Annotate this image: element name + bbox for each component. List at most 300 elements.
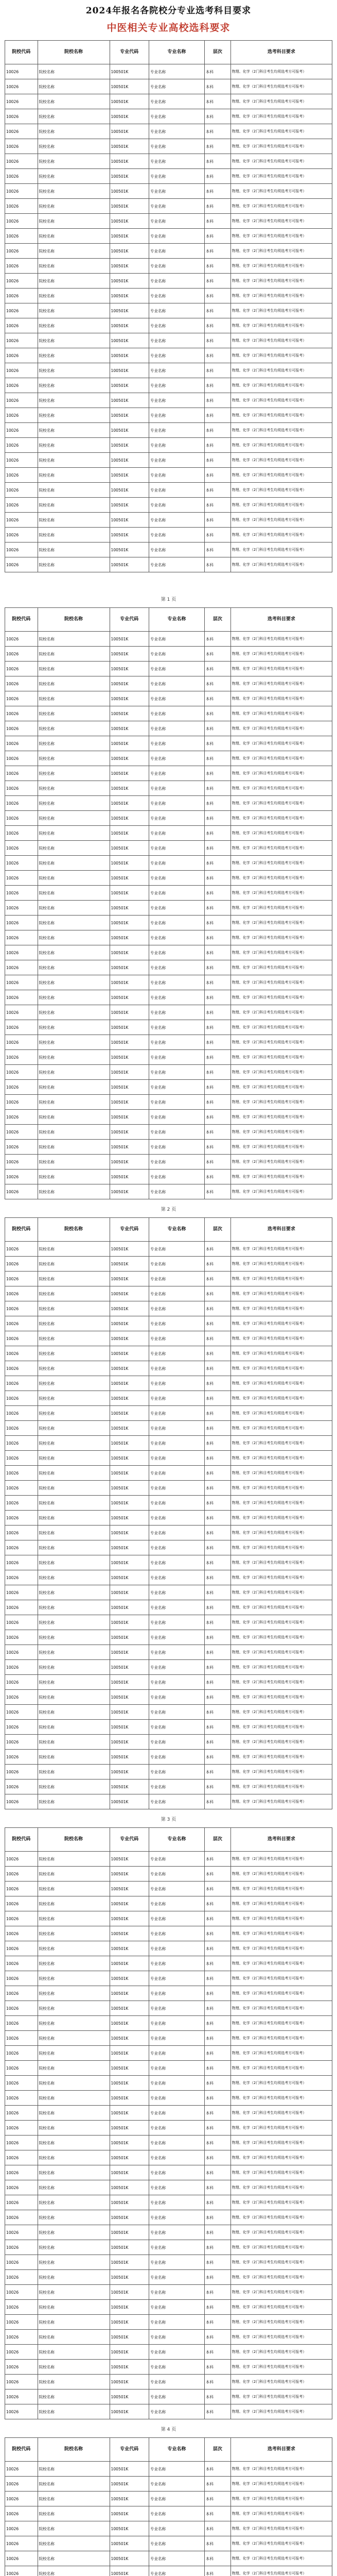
table-cell: 院校名称 [38, 1301, 110, 1316]
table-cell: 本科 [204, 2180, 230, 2195]
table-cell: 100501K [110, 796, 149, 811]
table-cell: 物理、化学（2门科目考生均须选考方可报考） [230, 169, 332, 184]
table-cell: 本科 [204, 2404, 230, 2419]
table-cell: 院校名称 [38, 1005, 110, 1020]
table-cell: 院校名称 [38, 199, 110, 214]
table-row [5, 2091, 332, 2106]
table-cell: 100501K [110, 647, 149, 662]
table-cell: 100501K [110, 1451, 149, 1466]
table-cell: 院校名称 [38, 513, 110, 528]
table-cell: 院校名称 [38, 706, 110, 721]
table-cell: 专业名称 [149, 1257, 204, 1272]
table-cell: 100501K [110, 1110, 149, 1125]
page-number: 第 4 页 [161, 2427, 176, 2432]
column-header: 专业名称 [149, 608, 204, 632]
table-cell: 本科 [204, 886, 230, 901]
table-cell: 院校名称 [38, 2375, 110, 2389]
table-cell: 100501K [110, 2462, 149, 2477]
table-cell: 物理、化学（2门科目考生均须选考方可报考） [230, 916, 332, 930]
table-cell: 本科 [204, 990, 230, 1005]
table-cell: 100501K [110, 916, 149, 930]
table-cell: 本科 [204, 94, 230, 109]
column-header: 院校名称 [38, 1828, 110, 1852]
table-cell: 本科 [204, 1511, 230, 1526]
table-header-row [5, 41, 332, 64]
table-cell: 院校名称 [38, 1095, 110, 1110]
table-cell: 本科 [204, 468, 230, 483]
table-cell: 10026 [5, 2506, 38, 2521]
table-row [5, 259, 332, 274]
table-cell: 专业名称 [149, 1720, 204, 1735]
table-cell: 100501K [110, 1481, 149, 1496]
table-cell: 物理、化学（2门科目考生均须选考方可报考） [230, 871, 332, 886]
table-row [5, 1585, 332, 1600]
table-cell: 10026 [5, 2180, 38, 2195]
table-cell: 本科 [204, 2210, 230, 2225]
table-cell: 专业名称 [149, 2404, 204, 2419]
table-cell: 专业名称 [149, 736, 204, 751]
table-cell: 10026 [5, 1735, 38, 1750]
table-cell: 院校名称 [38, 1361, 110, 1376]
table-cell: 100501K [110, 1331, 149, 1346]
table-cell: 10026 [5, 1615, 38, 1630]
table-cell: 专业名称 [149, 1926, 204, 1941]
table-cell: 物理、化学（2门科目考生均须选考方可报考） [230, 2462, 332, 2477]
table-header-row [5, 608, 332, 632]
table-cell: 100501K [110, 513, 149, 528]
table-cell: 院校名称 [38, 2031, 110, 2046]
table-cell: 100501K [110, 259, 149, 274]
table-cell: 院校名称 [38, 2462, 110, 2477]
table-cell: 10026 [5, 1852, 38, 1867]
table-cell: 院校名称 [38, 1765, 110, 1780]
table-cell: 10026 [5, 2165, 38, 2180]
table-cell: 本科 [204, 363, 230, 378]
table-cell: 物理、化学（2门科目考生均须选考方可报考） [230, 1346, 332, 1361]
table-cell: 100501K [110, 2477, 149, 2492]
table-cell: 10026 [5, 1331, 38, 1346]
table-cell: 本科 [204, 811, 230, 826]
table-row [5, 1421, 332, 1436]
table-cell: 专业名称 [149, 1050, 204, 1065]
table-cell: 专业名称 [149, 1331, 204, 1346]
table-cell: 本科 [204, 79, 230, 94]
table-cell: 专业名称 [149, 1451, 204, 1466]
table-cell: 本科 [204, 199, 230, 214]
table-cell: 100501K [110, 1615, 149, 1630]
table-row [5, 736, 332, 751]
table-cell: 本科 [204, 691, 230, 706]
table-cell: 院校名称 [38, 438, 110, 453]
table-cell: 本科 [204, 1615, 230, 1630]
table-cell: 专业名称 [149, 1436, 204, 1451]
table-cell: 100501K [110, 79, 149, 94]
table-cell: 院校名称 [38, 244, 110, 259]
table-cell: 专业名称 [149, 2061, 204, 2076]
table-row [5, 468, 332, 483]
table-cell: 10026 [5, 348, 38, 363]
table-cell: 院校名称 [38, 1140, 110, 1155]
table-cell: 院校名称 [38, 2001, 110, 2016]
table-cell: 10026 [5, 1050, 38, 1065]
table-cell: 专业名称 [149, 2566, 204, 2576]
table-cell: 10026 [5, 691, 38, 706]
table-cell: 10026 [5, 408, 38, 423]
table-row [5, 1170, 332, 1184]
table-cell: 院校名称 [38, 856, 110, 871]
table-cell: 物理、化学（2门科目考生均须选考方可报考） [230, 2551, 332, 2566]
table-cell: 本科 [204, 2195, 230, 2210]
table-cell: 专业名称 [149, 1511, 204, 1526]
table-cell: 100501K [110, 1540, 149, 1555]
table-cell: 10026 [5, 1451, 38, 1466]
table-cell: 物理、化学（2门科目考生均须选考方可报考） [230, 930, 332, 945]
table-cell: 物理、化学（2门科目考生均须选考方可报考） [230, 2330, 332, 2345]
table-row [5, 975, 332, 990]
table-cell: 本科 [204, 1526, 230, 1540]
table-cell: 物理、化学（2门科目考生均须选考方可报考） [230, 945, 332, 960]
table-cell: 院校名称 [38, 1720, 110, 1735]
table-cell: 院校名称 [38, 2046, 110, 2061]
table-cell: 10026 [5, 1496, 38, 1511]
table-cell: 本科 [204, 1941, 230, 1956]
table-cell: 院校名称 [38, 1065, 110, 1080]
table-cell: 物理、化学（2门科目考生均须选考方可报考） [230, 960, 332, 975]
table-cell: 院校名称 [38, 1272, 110, 1286]
table-row [5, 1926, 332, 1941]
table-cell: 专业名称 [149, 2462, 204, 2477]
table-cell: 物理、化学（2门科目考生均须选考方可报考） [230, 1331, 332, 1346]
table-row [5, 1615, 332, 1630]
table-cell: 100501K [110, 1882, 149, 1896]
table-cell: 100501K [110, 1780, 149, 1794]
table-cell: 物理、化学（2门科目考生均须选考方可报考） [230, 2360, 332, 2375]
table-cell: 100501K [110, 1316, 149, 1331]
table-row [5, 2521, 332, 2536]
table-cell: 专业名称 [149, 1780, 204, 1794]
table-cell: 院校名称 [38, 1780, 110, 1794]
table-row [5, 199, 332, 214]
table-cell: 本科 [204, 1600, 230, 1615]
table-cell: 物理、化学（2门科目考生均须选考方可报考） [230, 1376, 332, 1391]
table-cell: 10026 [5, 64, 38, 79]
table-row [5, 1451, 332, 1466]
table-cell: 专业名称 [149, 1496, 204, 1511]
table-cell: 院校名称 [38, 1242, 110, 1257]
table-cell: 院校名称 [38, 691, 110, 706]
table-cell: 专业名称 [149, 1184, 204, 1199]
table-cell: 10026 [5, 2076, 38, 2091]
table-cell: 100501K [110, 736, 149, 751]
table-cell: 专业名称 [149, 766, 204, 781]
table-cell: 院校名称 [38, 79, 110, 94]
table-cell: 100501K [110, 1600, 149, 1615]
table-cell: 专业名称 [149, 1615, 204, 1630]
table-cell: 院校名称 [38, 139, 110, 154]
table-cell: 10026 [5, 1346, 38, 1361]
column-header: 选考科目要求 [230, 2438, 332, 2462]
document-subtitle: 中医相关专业高校选科要求 [107, 22, 230, 33]
table-cell: 专业名称 [149, 2536, 204, 2551]
table-cell: 本科 [204, 2016, 230, 2031]
table-row [5, 930, 332, 945]
table-cell: 10026 [5, 289, 38, 303]
table-cell: 100501K [110, 1301, 149, 1316]
column-header: 层次 [204, 608, 230, 632]
table-cell: 100501K [110, 1675, 149, 1690]
table-cell: 100501K [110, 1050, 149, 1065]
table-cell: 100501K [110, 199, 149, 214]
table-cell: 100501K [110, 1911, 149, 1926]
table-cell: 院校名称 [38, 1050, 110, 1065]
table-cell: 专业名称 [149, 214, 204, 229]
table-row [5, 124, 332, 139]
table-cell: 专业名称 [149, 647, 204, 662]
table-row [5, 1065, 332, 1080]
table-cell: 100501K [110, 945, 149, 960]
table-cell: 100501K [110, 1406, 149, 1421]
table-cell: 院校名称 [38, 2136, 110, 2150]
table-row [5, 2506, 332, 2521]
table-cell: 本科 [204, 1852, 230, 1867]
table-cell: 物理、化学（2门科目考生均须选考方可报考） [230, 2389, 332, 2404]
table-row [5, 1346, 332, 1361]
table-cell: 院校名称 [38, 1540, 110, 1555]
table-cell: 院校名称 [38, 2566, 110, 2576]
table-row [5, 408, 332, 423]
table-row [5, 528, 332, 543]
table-cell: 100501K [110, 393, 149, 408]
table-row [5, 2240, 332, 2255]
table-cell: 10026 [5, 2285, 38, 2300]
table-cell: 院校名称 [38, 1436, 110, 1451]
table-row [5, 244, 332, 259]
table-cell: 100501K [110, 2165, 149, 2180]
table-cell: 物理、化学（2门科目考生均须选考方可报考） [230, 1615, 332, 1630]
table-row [5, 2136, 332, 2150]
table-cell: 专业名称 [149, 2300, 204, 2315]
table-cell: 物理、化学（2门科目考生均须选考方可报考） [230, 1585, 332, 1600]
table-row [5, 1095, 332, 1110]
table-cell: 专业名称 [149, 916, 204, 930]
table-cell: 100501K [110, 229, 149, 244]
table-cell: 专业名称 [149, 2195, 204, 2210]
table-cell: 院校名称 [38, 2225, 110, 2240]
table-cell: 院校名称 [38, 721, 110, 736]
table-cell: 本科 [204, 64, 230, 79]
table-cell: 本科 [204, 1705, 230, 1720]
table-cell: 10026 [5, 214, 38, 229]
table-row [5, 2195, 332, 2210]
table-row [5, 2566, 332, 2576]
table-row [5, 2076, 332, 2091]
table-cell: 10026 [5, 1511, 38, 1526]
table-cell: 物理、化学（2门科目考生均须选考方可报考） [230, 1035, 332, 1050]
table-cell: 本科 [204, 796, 230, 811]
column-header: 院校名称 [38, 608, 110, 632]
table-cell: 物理、化学（2门科目考生均须选考方可报考） [230, 1242, 332, 1257]
requirements-table [5, 1827, 332, 2419]
column-header: 专业代码 [110, 1218, 149, 1242]
table-cell: 专业名称 [149, 2031, 204, 2046]
table-cell: 本科 [204, 1286, 230, 1301]
table-cell: 100501K [110, 94, 149, 109]
table-cell: 院校名称 [38, 1257, 110, 1272]
table-cell: 物理、化学（2门科目考生均须选考方可报考） [230, 1986, 332, 2001]
table-cell: 物理、化学（2门科目考生均须选考方可报考） [230, 1690, 332, 1705]
table-cell: 本科 [204, 2506, 230, 2521]
table-cell: 本科 [204, 1645, 230, 1660]
table-cell: 本科 [204, 1926, 230, 1941]
table-cell: 物理、化学（2门科目考生均须选考方可报考） [230, 1496, 332, 1511]
table-cell: 本科 [204, 1301, 230, 1316]
column-header: 专业名称 [149, 2438, 204, 2462]
table-cell: 100501K [110, 318, 149, 333]
table-cell: 物理、化学（2门科目考生均须选考方可报考） [230, 1110, 332, 1125]
table-row [5, 1005, 332, 1020]
table-cell: 专业名称 [149, 1765, 204, 1780]
table-cell: 100501K [110, 1466, 149, 1481]
table-cell: 10026 [5, 1540, 38, 1555]
table-cell: 100501K [110, 691, 149, 706]
table-cell: 100501K [110, 303, 149, 318]
column-header: 院校名称 [38, 41, 110, 64]
table-row [5, 990, 332, 1005]
table-cell: 100501K [110, 1496, 149, 1511]
table-cell: 100501K [110, 1765, 149, 1780]
table-cell: 本科 [204, 2106, 230, 2121]
table-cell: 100501K [110, 2091, 149, 2106]
table-row [5, 453, 332, 468]
table-row [5, 1286, 332, 1301]
table-cell: 专业名称 [149, 1421, 204, 1436]
table-cell: 院校名称 [38, 1511, 110, 1526]
table-cell: 物理、化学（2门科目考生均须选考方可报考） [230, 1780, 332, 1794]
table-cell: 专业名称 [149, 408, 204, 423]
table-cell: 专业名称 [149, 662, 204, 676]
table-cell: 10026 [5, 766, 38, 781]
table-cell: 专业名称 [149, 1140, 204, 1155]
table-cell: 物理、化学（2门科目考生均须选考方可报考） [230, 2270, 332, 2285]
table-cell: 100501K [110, 1346, 149, 1361]
table-cell: 院校名称 [38, 1184, 110, 1199]
table-row [5, 1257, 332, 1272]
table-cell: 本科 [204, 1660, 230, 1675]
table-cell: 物理、化学（2门科目考生均须选考方可报考） [230, 378, 332, 393]
table-cell: 100501K [110, 1526, 149, 1540]
table-cell: 院校名称 [38, 393, 110, 408]
table-cell: 物理、化学（2门科目考生均须选考方可报考） [230, 348, 332, 363]
table-cell: 100501K [110, 2016, 149, 2031]
table-row [5, 2150, 332, 2165]
table-cell: 本科 [204, 229, 230, 244]
column-header: 层次 [204, 2438, 230, 2462]
table-cell: 本科 [204, 2270, 230, 2285]
table-cell: 10026 [5, 706, 38, 721]
table-cell: 本科 [204, 2061, 230, 2076]
table-row [5, 1035, 332, 1050]
table-row [5, 676, 332, 691]
table-cell: 本科 [204, 333, 230, 348]
table-cell: 院校名称 [38, 945, 110, 960]
table-cell: 本科 [204, 154, 230, 169]
table-cell: 物理、化学（2门科目考生均须选考方可报考） [230, 557, 332, 572]
table-cell: 院校名称 [38, 1496, 110, 1511]
table-cell: 100501K [110, 1257, 149, 1272]
table-cell: 本科 [204, 1496, 230, 1511]
column-header: 专业名称 [149, 1218, 204, 1242]
table-row [5, 1496, 332, 1511]
table-cell: 10026 [5, 1645, 38, 1660]
table-cell: 10026 [5, 1705, 38, 1720]
table-cell: 物理、化学（2门科目考生均须选考方可报考） [230, 2315, 332, 2330]
table-cell: 院校名称 [38, 1555, 110, 1570]
table-cell: 院校名称 [38, 1911, 110, 1926]
table-cell: 物理、化学（2门科目考生均须选考方可报考） [230, 1125, 332, 1140]
table-cell: 100501K [110, 2389, 149, 2404]
table-cell: 专业名称 [149, 483, 204, 498]
table-cell: 物理、化学（2门科目考生均须选考方可报考） [230, 2121, 332, 2136]
table-cell: 专业名称 [149, 2106, 204, 2121]
table-cell: 本科 [204, 2076, 230, 2091]
table-cell: 10026 [5, 1095, 38, 1110]
table-cell: 专业名称 [149, 990, 204, 1005]
column-header: 选考科目要求 [230, 608, 332, 632]
table-cell: 本科 [204, 408, 230, 423]
table-cell: 专业名称 [149, 79, 204, 94]
table-cell: 本科 [204, 498, 230, 513]
table-cell: 本科 [204, 1155, 230, 1170]
table-cell: 院校名称 [38, 2150, 110, 2165]
table-cell: 100501K [110, 2121, 149, 2136]
table-cell: 院校名称 [38, 2404, 110, 2419]
table-cell: 院校名称 [38, 871, 110, 886]
table-cell: 院校名称 [38, 662, 110, 676]
table-cell: 院校名称 [38, 1750, 110, 1765]
table-cell: 100501K [110, 632, 149, 647]
table-cell: 本科 [204, 1346, 230, 1361]
table-cell: 10026 [5, 916, 38, 930]
table-cell: 专业名称 [149, 811, 204, 826]
table-cell: 专业名称 [149, 1376, 204, 1391]
table-cell: 本科 [204, 1020, 230, 1035]
table-cell: 10026 [5, 244, 38, 259]
table-cell: 专业名称 [149, 184, 204, 199]
table-cell: 院校名称 [38, 2389, 110, 2404]
table-cell: 物理、化学（2门科目考生均须选考方可报考） [230, 662, 332, 676]
table-cell: 10026 [5, 1466, 38, 1481]
table-cell: 专业名称 [149, 1630, 204, 1645]
table-cell: 本科 [204, 841, 230, 856]
table-cell: 物理、化学（2门科目考生均须选考方可报考） [230, 1705, 332, 1720]
table-cell: 物理、化学（2门科目考生均须选考方可报考） [230, 1050, 332, 1065]
table-row [5, 1690, 332, 1705]
table-cell: 本科 [204, 1361, 230, 1376]
table-row [5, 841, 332, 856]
table-cell: 物理、化学（2门科目考生均须选考方可报考） [230, 318, 332, 333]
table-cell: 物理、化学（2门科目考生均须选考方可报考） [230, 721, 332, 736]
table-cell: 专业名称 [149, 109, 204, 124]
table-cell: 物理、化学（2门科目考生均须选考方可报考） [230, 975, 332, 990]
table-cell: 物理、化学（2门科目考生均须选考方可报考） [230, 2506, 332, 2521]
table-cell: 本科 [204, 751, 230, 766]
table-cell: 100501K [110, 289, 149, 303]
table-cell: 院校名称 [38, 781, 110, 796]
table-cell: 院校名称 [38, 423, 110, 438]
table-cell: 物理、化学（2门科目考生均须选考方可报考） [230, 1926, 332, 1941]
table-row [5, 2061, 332, 2076]
table-cell: 专业名称 [149, 348, 204, 363]
